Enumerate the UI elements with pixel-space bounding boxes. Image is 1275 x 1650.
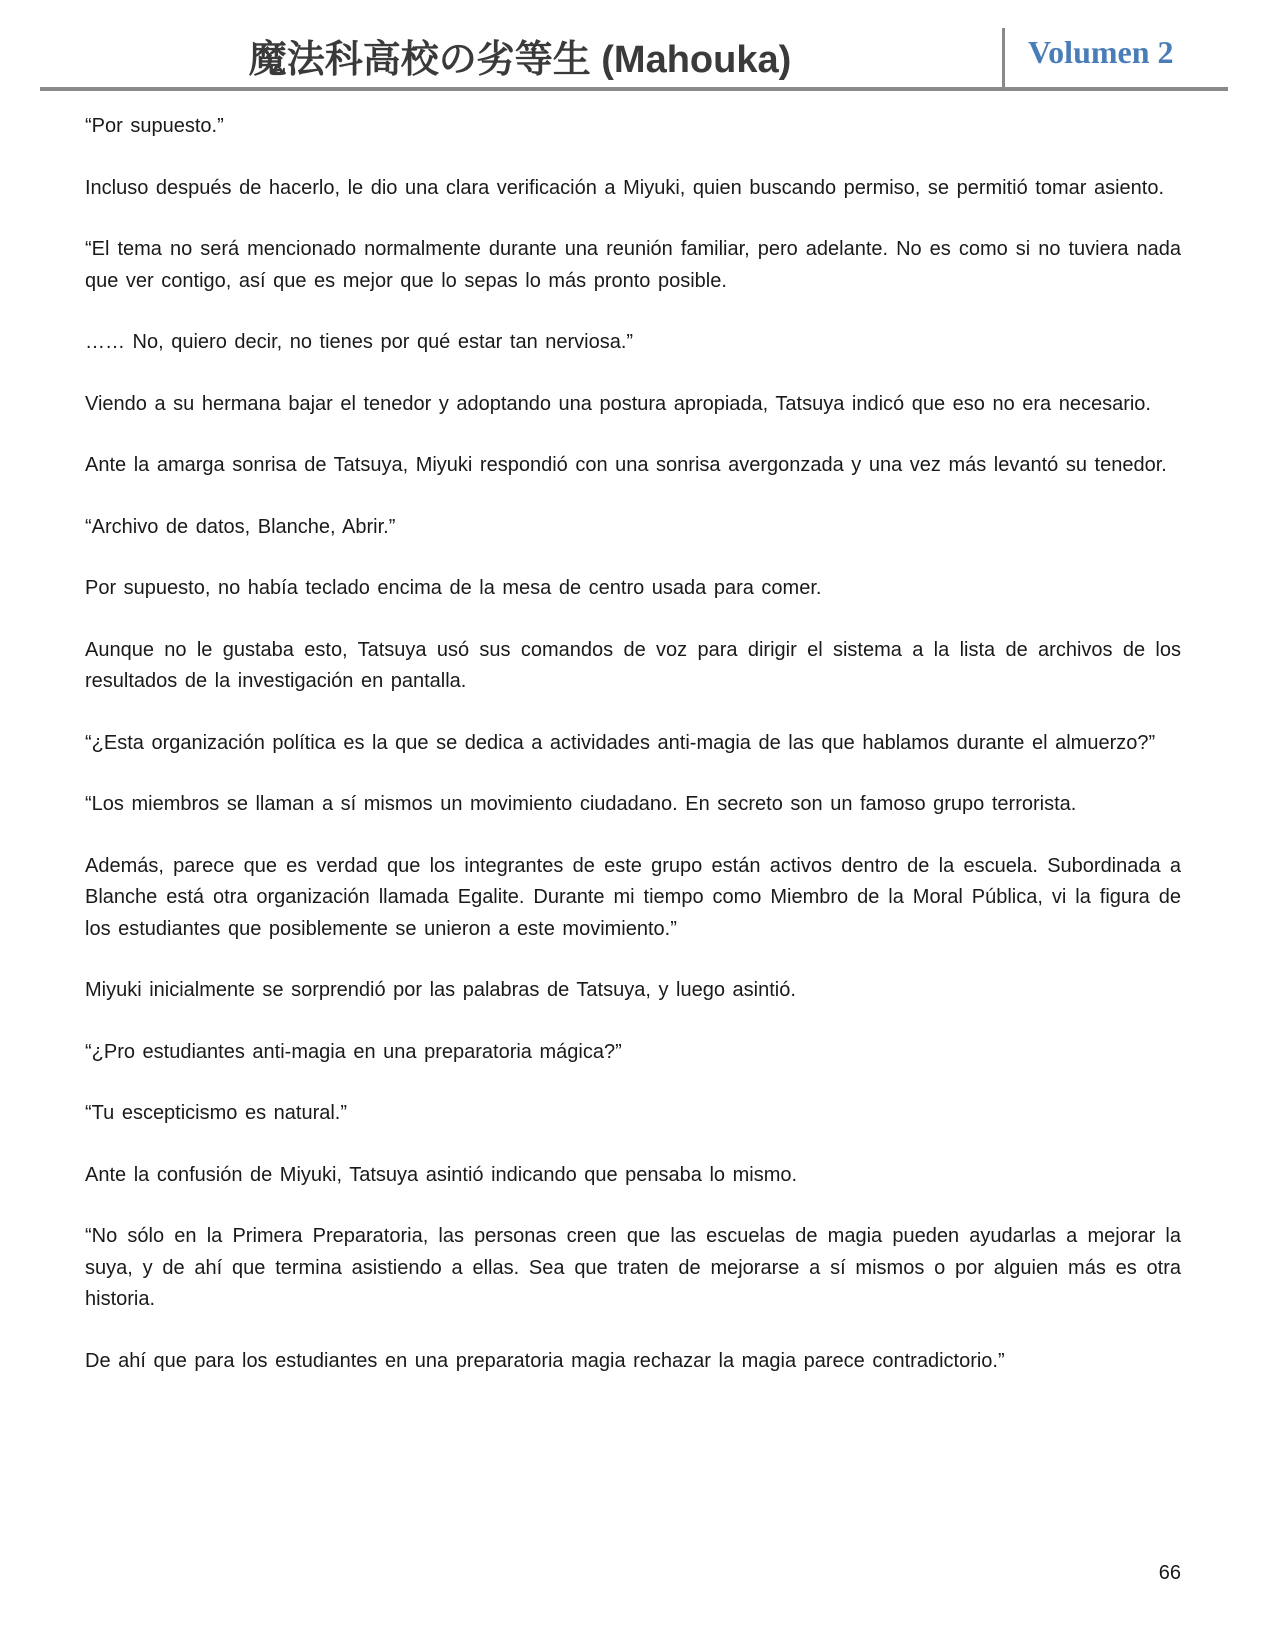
paragraph: Ante la amarga sonrisa de Tatsuya, Miyuki respondió con una sonrisa avergonzada y una vez más levantó su tenedor. bbox=[85, 454, 1167, 476]
paragraph: “El tema no será mencionado normalmente durante una reunión familiar, pero adelante. No es como si no tuviera nada que ver contigo, así que es mejor que lo sepas lo más pronto posible. bbox=[85, 238, 1181, 292]
paragraph: “¿Esta organización política es la que se dedica a actividades anti-magia de las que hablamos durante el almuerzo?” bbox=[85, 731, 1156, 754]
paragraph: “No sólo en la Primera Preparatoria, las personas creen que las escuelas de magia pueden ayudarlas a mejorar la suya, y de ahí que termina asistiendo a ellas. Sea que traten de mejorarse a sí mismos o por alguien más es otra historia. bbox=[85, 1225, 1181, 1310]
paragraph: De ahí que para los estudiantes en una preparatoria magia rechazar la magia parece contradictorio.” bbox=[85, 1349, 1005, 1372]
page-body bbox=[85, 111, 1181, 1407]
paragraph: Aunque no le gustaba esto, Tatsuya usó sus comandos de voz para dirigir el sistema a la lista de archivos de los resultados de la investigación en pantalla. bbox=[85, 638, 1181, 692]
paragraph: Incluso después de hacerlo, le dio una clara verificación a Miyuki, quien buscando permiso, se permitió tomar asiento. bbox=[85, 176, 1164, 199]
paragraph: Por supuesto, no había teclado encima de la mesa de centro usada para comer. bbox=[85, 577, 822, 599]
document-title: 魔法科高校の劣等生 (Mahouka) bbox=[248, 39, 792, 81]
paragraph: Además, parece que es verdad que los integrantes de este grupo están activos dentro de la escuela. Subordinada a Blanche está otra organización llamada Egalite. Durante mi tiempo como Miembro de la Moral Pública, vi la figura de los estudiantes que posiblemente se unieron a este movimiento.” bbox=[85, 854, 1181, 940]
header-vertical-divider bbox=[1002, 28, 1005, 88]
header-rule bbox=[40, 87, 1228, 91]
page-number: 66 bbox=[1158, 1562, 1181, 1584]
paragraph: “Los miembros se llaman a sí mismos un movimiento ciudadano. En secreto son un famoso grupo terrorista. bbox=[85, 793, 1077, 815]
paragraph: Miyuki inicialmente se sorprendió por las palabras de Tatsuya, y luego asintió. bbox=[85, 979, 796, 1001]
paragraph: Viendo a su hermana bajar el tenedor y adoptando una postura apropiada, Tatsuya indicó que eso no era necesario. bbox=[85, 392, 1151, 415]
paragraph: “¿Pro estudiantes anti-magia en una preparatoria mágica?” bbox=[85, 1040, 622, 1063]
volume-label: Volumen 2 bbox=[1028, 34, 1174, 70]
paragraph: …… No, quiero decir, no tienes por qué estar tan nerviosa.” bbox=[85, 331, 634, 353]
paragraph: “Archivo de datos, Blanche, Abrir.” bbox=[85, 515, 396, 538]
paragraph: “Tu escepticismo es natural.” bbox=[85, 1102, 348, 1124]
paragraph: Ante la confusión de Miyuki, Tatsuya asintió indicando que pensaba lo mismo. bbox=[85, 1163, 798, 1186]
paragraph: “Por supuesto.” bbox=[85, 115, 224, 137]
